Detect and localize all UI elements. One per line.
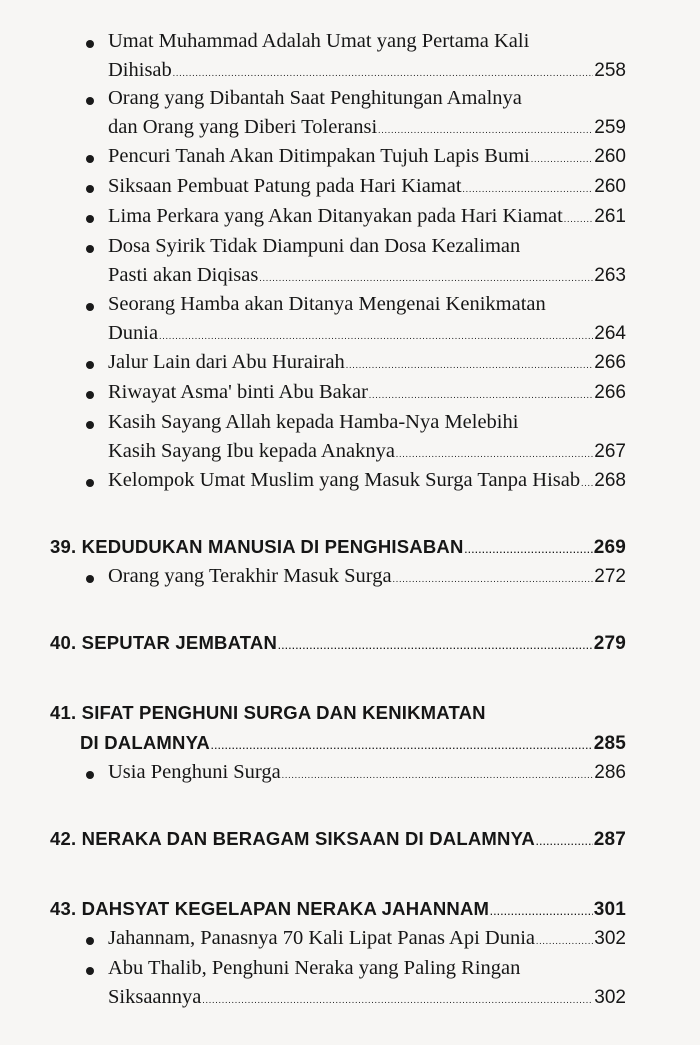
page-number: 259 bbox=[594, 117, 626, 138]
toc-entry bbox=[108, 144, 626, 169]
page-number: 267 bbox=[594, 441, 626, 462]
dot-leader bbox=[396, 450, 593, 459]
dot-leader bbox=[536, 937, 593, 946]
page-number: 272 bbox=[594, 566, 626, 587]
bullet-icon bbox=[86, 391, 94, 399]
toc-entry-title: Abu Thalib, Penghuni Neraka yang Paling Ringan bbox=[108, 957, 521, 979]
toc-entry-title: Umat Muhammad Adalah Umat yang Pertama Kali bbox=[108, 30, 530, 52]
page-number: 287 bbox=[593, 829, 626, 850]
toc-entry-title: Orang yang Terakhir Masuk Surga bbox=[108, 565, 392, 587]
toc-entry bbox=[108, 760, 626, 785]
dot-leader bbox=[278, 642, 593, 651]
toc-entry bbox=[108, 174, 626, 199]
page-number: 302 bbox=[594, 987, 626, 1008]
dot-leader bbox=[393, 575, 594, 584]
dot-leader bbox=[173, 69, 594, 78]
page-number: 266 bbox=[594, 352, 626, 373]
dot-leader bbox=[463, 185, 594, 194]
toc-entry-title: Dosa Syirik Tidak Diampuni dan Dosa Kezaliman bbox=[108, 235, 521, 257]
bullet-icon bbox=[86, 155, 94, 163]
bullet-icon bbox=[86, 771, 94, 779]
bullet-icon bbox=[86, 479, 94, 487]
dot-leader bbox=[211, 742, 593, 751]
bullet-icon bbox=[86, 937, 94, 945]
toc-entry-title-cont: Dihisab bbox=[108, 59, 172, 81]
toc-entry bbox=[108, 58, 626, 83]
page-number: 263 bbox=[594, 265, 626, 286]
page-number: 264 bbox=[594, 323, 626, 344]
toc-entry bbox=[108, 263, 626, 288]
page-number: 301 bbox=[593, 899, 626, 920]
bullet-icon bbox=[86, 575, 94, 583]
page-number: 279 bbox=[593, 633, 626, 654]
dot-leader bbox=[531, 155, 593, 164]
dot-leader bbox=[465, 546, 593, 555]
bullet-icon bbox=[86, 185, 94, 193]
chapter-title: 42. NERAKA DAN BERAGAM SIKSAAN DI DALAMNYA bbox=[50, 828, 535, 849]
toc-entry-title: Siksaan Pembuat Patung pada Hari Kiamat bbox=[108, 175, 462, 197]
page-number: 258 bbox=[594, 60, 626, 81]
chapter-entry bbox=[50, 631, 626, 656]
dot-leader bbox=[490, 908, 593, 917]
toc-entry bbox=[108, 439, 626, 464]
dot-leader bbox=[369, 391, 593, 400]
toc-entry-title-cont: Dunia bbox=[108, 322, 159, 344]
toc-entry bbox=[108, 468, 626, 493]
toc-entry bbox=[108, 564, 626, 589]
toc-entry-title: Riwayat Asma' binti Abu Bakar bbox=[108, 381, 368, 403]
toc-entry bbox=[108, 985, 626, 1010]
dot-leader bbox=[159, 332, 593, 341]
toc-entry bbox=[108, 926, 626, 951]
dot-leader bbox=[282, 771, 594, 780]
dot-leader bbox=[378, 126, 593, 135]
chapter-entry bbox=[50, 897, 626, 922]
toc-entry-title: Kasih Sayang Allah kepada Hamba-Nya Melebihi bbox=[108, 411, 519, 433]
dot-leader bbox=[536, 838, 593, 847]
chapter-title: 41. SIFAT PENGHUNI SURGA DAN KENIKMATAN bbox=[50, 702, 486, 723]
chapter-title: 43. DAHSYAT KEGELAPAN NERAKA JAHANNAM bbox=[50, 898, 490, 919]
toc-entry bbox=[108, 115, 626, 140]
toc-entry-title: Orang yang Dibantah Saat Penghitungan Amalnya bbox=[108, 87, 522, 109]
bullet-icon bbox=[86, 421, 94, 429]
page-number: 260 bbox=[594, 146, 626, 167]
page-number: 268 bbox=[594, 470, 626, 491]
page-number: 286 bbox=[594, 762, 626, 783]
toc-entry bbox=[108, 204, 626, 229]
page-number: 269 bbox=[593, 537, 626, 558]
page-number: 285 bbox=[593, 733, 626, 754]
chapter-entry bbox=[80, 731, 626, 756]
toc-entry-title: Pencuri Tanah Akan Ditimpakan Tujuh Lapis Bumi bbox=[108, 145, 530, 167]
page-number: 266 bbox=[594, 382, 626, 403]
dot-leader bbox=[259, 274, 593, 283]
toc-entry-title-cont: Kasih Sayang Ibu kepada Anaknya bbox=[108, 440, 395, 462]
toc-entry-title: Jahannam, Panasnya 70 Kali Lipat Panas Api Dunia bbox=[108, 927, 535, 949]
toc-entry bbox=[108, 380, 626, 405]
bullet-icon bbox=[86, 40, 94, 48]
bullet-icon bbox=[86, 245, 94, 253]
toc-entry-title: Usia Penghuni Surga bbox=[108, 761, 281, 783]
bullet-icon bbox=[86, 215, 94, 223]
bullet-icon bbox=[86, 967, 94, 975]
toc-entry-title: Lima Perkara yang Akan Ditanyakan pada Hari Kiamat bbox=[108, 205, 563, 227]
page-number: 261 bbox=[594, 206, 626, 227]
dot-leader bbox=[564, 215, 593, 224]
page-number: 260 bbox=[594, 176, 626, 197]
toc-entry bbox=[108, 350, 626, 375]
toc-entry-title: Seorang Hamba akan Ditanya Mengenai Kenikmatan bbox=[108, 293, 546, 315]
chapter-title: 40. SEPUTAR JEMBATAN bbox=[50, 632, 278, 653]
toc-entry-title: Jalur Lain dari Abu Hurairah bbox=[108, 351, 345, 373]
chapter-entry bbox=[50, 535, 626, 560]
dot-leader bbox=[581, 479, 593, 488]
bullet-icon bbox=[86, 303, 94, 311]
dot-leader bbox=[202, 996, 593, 1005]
toc-entry-title-cont: Siksaannya bbox=[108, 986, 202, 1008]
chapter-entry bbox=[50, 827, 626, 852]
toc-entry-title-cont: Pasti akan Diqisas bbox=[108, 264, 259, 286]
toc-entry-title: Kelompok Umat Muslim yang Masuk Surga Tanpa Hisab bbox=[108, 469, 581, 491]
toc-entry bbox=[108, 321, 626, 346]
bullet-icon bbox=[86, 361, 94, 369]
dot-leader bbox=[346, 361, 593, 370]
bullet-icon bbox=[86, 97, 94, 105]
toc-entry-title-cont: dan Orang yang Diberi Toleransi bbox=[108, 116, 378, 138]
chapter-title: 39. KEDUDUKAN MANUSIA DI PENGHISABAN bbox=[50, 536, 464, 557]
page-number: 302 bbox=[594, 928, 626, 949]
chapter-title-cont: DI DALAMNYA bbox=[80, 732, 210, 753]
